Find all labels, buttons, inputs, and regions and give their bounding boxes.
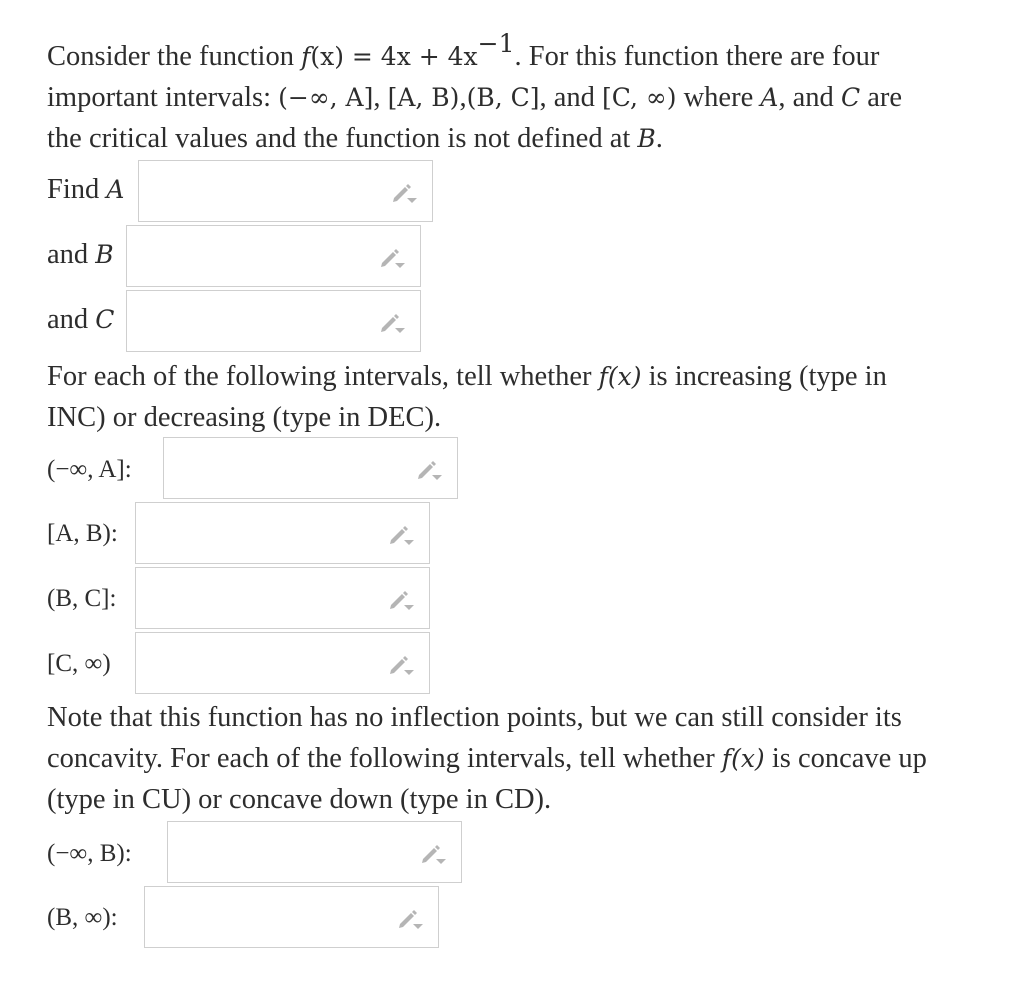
answer-cc-2-box[interactable] [144,886,439,948]
monotonic-text-3: INC) or decreasing (type in DEC). [47,402,442,433]
interval-cc-2-label: (B, ∞): [47,904,118,931]
interval-inc-4-label: [C, ∞) [47,650,111,677]
interval-3: (B, C] [466,83,540,112]
find-b-text: and [47,239,96,270]
pencil-dropdown-icon[interactable] [376,309,406,335]
intro-paragraph: Consider the function $f(x) = 4x + 4x^{-1}$. For this function there are four important intervals: (−∞, A], [A, B),(B, C], and [C, ∞) where A, and C are the critical values and the function is not defined at B. [47,28,902,154]
interval-inc-2-label: [A, B): [47,520,118,547]
pencil-dropdown-icon[interactable] [388,179,418,205]
func-name: f [301,42,311,71]
find-b-label [47,237,114,273]
answer-c-box[interactable] [126,290,421,352]
answer-a-box[interactable] [138,160,433,222]
concavity-fx: f(x) [721,744,765,773]
find-a-var: A [106,175,125,204]
intro-text-1: Consider the function [47,41,302,72]
find-c-var: C [95,305,115,334]
interval-cc-1-label: (−∞, B): [47,840,132,867]
find-a-text: Find [47,174,107,205]
interval-1: (−∞, A] [278,83,374,112]
interval-4: [C, ∞) [602,83,677,112]
intro-text-6: , and [778,82,841,113]
interval-inc-3-label: (B, C]: [47,585,117,612]
intro-text-2: . For this function there are four [514,41,880,72]
func-args: (x) [310,42,344,71]
find-c-text: and [47,304,96,335]
intro-text-5: where [676,82,761,113]
func-equation: = 4x + 4x [343,42,478,71]
concavity-paragraph [47,697,997,820]
pencil-dropdown-icon[interactable] [385,521,415,547]
interval-2: [A, B) [387,83,460,112]
answer-inc-1-box[interactable] [163,437,458,499]
var-b: B [637,124,656,153]
answer-cc-1-box[interactable] [167,821,462,883]
concavity-text-4: (type in CU) or concave down (type in CD). [47,784,552,815]
intro-text-8: the critical values and the function is not defined at [47,123,638,154]
concavity-text-2: concavity. For each of the following intervals, tell whether [47,743,722,774]
answer-b-box[interactable] [126,225,421,287]
pencil-dropdown-icon[interactable] [385,586,415,612]
intro-text-9: . [655,123,663,154]
intro-text-4: , and [539,82,602,113]
monotonic-fx: f(x) [598,362,642,391]
intro-text-7: are [860,82,902,113]
answer-inc-3-box[interactable] [135,567,430,629]
monotonic-text-1: For each of the following intervals, tell whether [47,361,599,392]
find-c-label [47,302,114,338]
answer-inc-4-box[interactable] [135,632,430,694]
concavity-text-1: Note that this function has no inflection points, but we can still consider its [47,702,902,733]
var-a: A [760,83,779,112]
func-exponent: −1 [477,28,515,58]
interval-inc-1-label: (−∞, A]: [47,456,132,483]
monotonic-text-2: is increasing (type in [641,361,887,392]
monotonic-paragraph [47,356,997,438]
pencil-dropdown-icon[interactable] [413,456,443,482]
pencil-dropdown-icon[interactable] [376,244,406,270]
find-b-var: B [95,240,114,269]
answer-inc-2-box[interactable] [135,502,430,564]
var-c: C [840,83,861,112]
intro-text-3: important intervals: [47,82,279,113]
pencil-dropdown-icon[interactable] [385,651,415,677]
concavity-text-3: is concave up [764,743,927,774]
find-a-label [47,172,124,208]
pencil-dropdown-icon[interactable] [394,905,424,931]
pencil-dropdown-icon[interactable] [417,840,447,866]
